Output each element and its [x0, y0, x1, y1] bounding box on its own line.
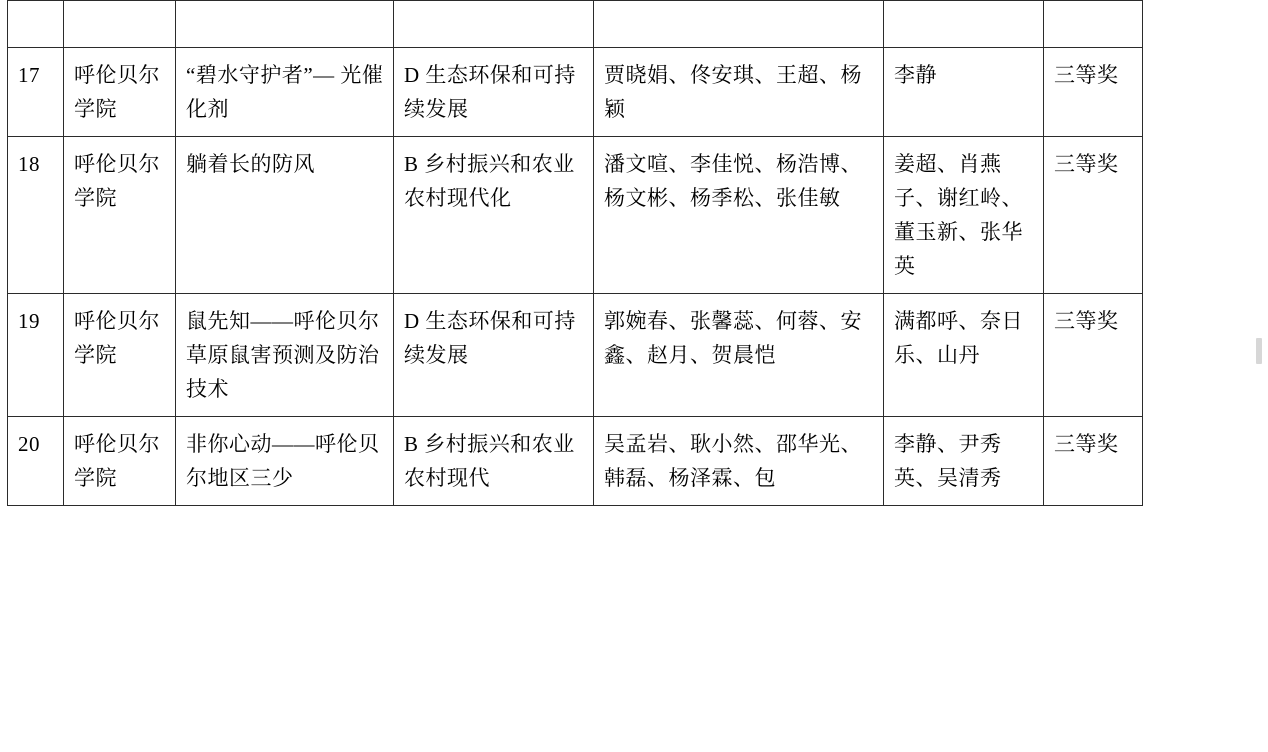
cell-school — [64, 294, 176, 417]
page-edge-marker — [1256, 338, 1262, 364]
cell-members — [594, 294, 884, 417]
table-row — [8, 417, 1143, 506]
cell-teachers — [884, 137, 1044, 294]
row-number: 20 — [18, 432, 40, 457]
advisor-teachers: 满都呼、奈日乐、山丹 — [894, 309, 1023, 368]
cell-no — [8, 417, 64, 506]
cell-title — [176, 48, 394, 137]
team-members: 贾晓娟、佟安琪、王超、杨颖 — [604, 63, 862, 122]
team-members: 吴孟岩、耿小然、邵华光、韩磊、杨泽霖、包 — [604, 432, 862, 491]
cell-title — [176, 417, 394, 506]
cell-school — [64, 417, 176, 506]
award-table — [7, 0, 1143, 506]
award-level: 三等奖 — [1054, 432, 1119, 457]
award-level: 三等奖 — [1054, 152, 1119, 177]
advisor-teachers: 姜超、肖燕子、谢红岭、董玉新、张华英 — [894, 152, 1023, 279]
project-category: B 乡村振兴和农业农村现代 — [404, 432, 575, 491]
cell-title — [176, 294, 394, 417]
cell-no — [8, 1, 64, 48]
cell-school — [64, 48, 176, 137]
school-name: 呼伦贝尔学院 — [74, 152, 160, 211]
cell-members — [594, 417, 884, 506]
cell-category — [394, 48, 594, 137]
cell-category — [394, 294, 594, 417]
school-name: 呼伦贝尔学院 — [74, 309, 160, 368]
team-members: 潘文喧、李佳悦、杨浩博、杨文彬、杨季松、张佳敏 — [604, 152, 862, 211]
row-number: 17 — [18, 63, 40, 87]
advisor-teachers: 李静 — [894, 63, 937, 87]
cell-prize — [1044, 137, 1143, 294]
cell-teachers — [884, 294, 1044, 417]
cell-teachers — [884, 417, 1044, 506]
cell-no — [8, 48, 64, 137]
cell-prize — [1044, 1, 1143, 48]
cell-no — [8, 294, 64, 417]
cell-no — [8, 137, 64, 294]
advisor-teachers: 李静、尹秀英、吴清秀 — [894, 432, 1002, 491]
school-name: 呼伦贝尔学院 — [74, 63, 160, 122]
cell-members — [594, 48, 884, 137]
cell-category — [394, 1, 594, 48]
project-title: 鼠先知——呼伦贝尔草原鼠害预测及防治技术 — [186, 309, 380, 402]
cell-school — [64, 137, 176, 294]
cell-prize — [1044, 48, 1143, 137]
cell-members — [594, 1, 884, 48]
row-number: 19 — [18, 309, 40, 334]
cell-school — [64, 1, 176, 48]
project-title: 躺着长的防风 — [186, 152, 315, 177]
cell-title — [176, 137, 394, 294]
cell-title — [176, 1, 394, 48]
table-row — [8, 294, 1143, 417]
project-category: D 生态环保和可持续发展 — [404, 63, 576, 122]
row-number: 18 — [18, 152, 40, 177]
project-category: B 乡村振兴和农业农村现代化 — [404, 152, 575, 211]
cell-members — [594, 137, 884, 294]
cell-category — [394, 137, 594, 294]
table-row-partial-top — [8, 1, 1143, 48]
table-row — [8, 48, 1143, 137]
team-members: 郭婉春、张馨蕊、何蓉、安鑫、赵月、贺晨恺 — [604, 309, 862, 368]
cell-teachers — [884, 48, 1044, 137]
cell-prize — [1044, 294, 1143, 417]
cell-prize — [1044, 417, 1143, 506]
award-level: 三等奖 — [1054, 63, 1119, 87]
project-title: “碧水守护者”— 光催化剂 — [186, 63, 384, 122]
school-name: 呼伦贝尔学院 — [74, 432, 160, 491]
project-title: 非你心动——呼伦贝尔地区三少 — [186, 432, 380, 491]
award-level: 三等奖 — [1054, 309, 1119, 334]
cell-teachers — [884, 1, 1044, 48]
cell-category — [394, 417, 594, 506]
project-category: D 生态环保和可持续发展 — [404, 309, 576, 368]
table-row — [8, 137, 1143, 294]
